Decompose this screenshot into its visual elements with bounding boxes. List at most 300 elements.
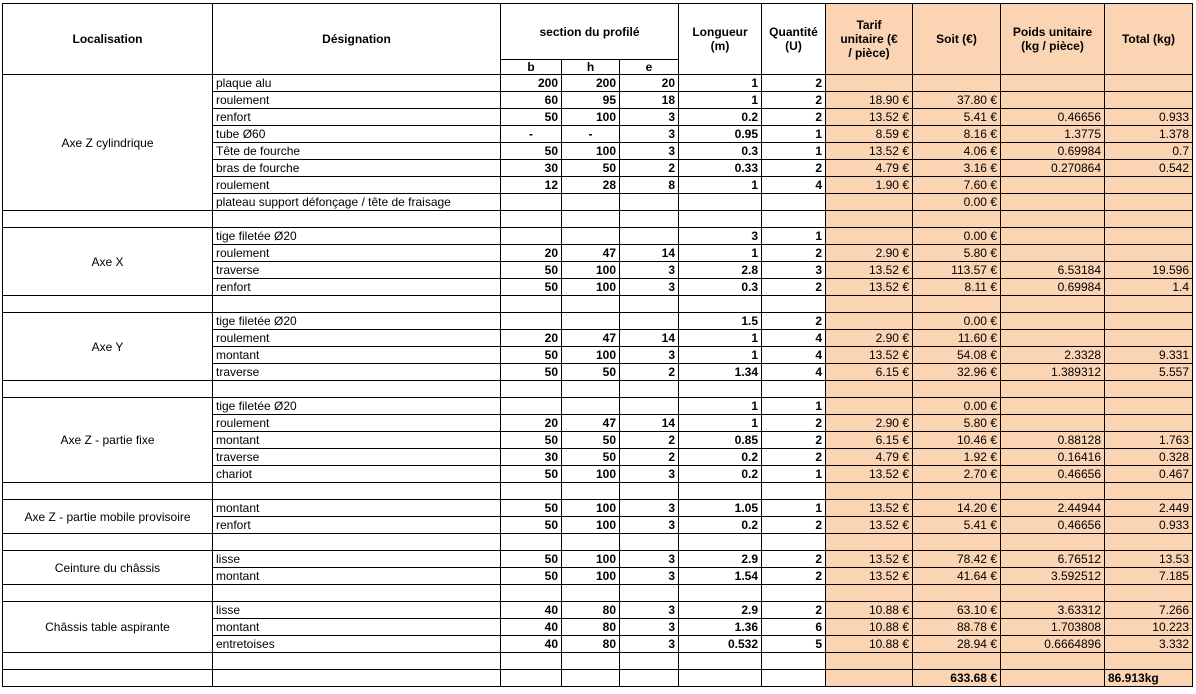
empty-cell (1001, 211, 1105, 228)
spacer-row (3, 296, 1193, 313)
length-cell: 1 (679, 415, 762, 432)
location-cell: Axe X (3, 228, 213, 296)
section-e-cell: 2 (620, 449, 679, 466)
designation-cell: montant (213, 619, 501, 636)
quantity-cell: 1 (762, 500, 826, 517)
section-h-cell: 80 (562, 619, 620, 636)
quantity-cell: 2 (762, 279, 826, 296)
section-e-cell (620, 194, 679, 211)
quantity-cell: 2 (762, 449, 826, 466)
empty-cell (679, 534, 762, 551)
price-cell: 1.92 € (913, 449, 1001, 466)
empty-cell (562, 211, 620, 228)
unit-price-cell: 13.52 € (826, 347, 913, 364)
empty-cell (3, 296, 213, 313)
total-weight-cell: 0.542 (1105, 160, 1193, 177)
location-cell: Axe Z cylindrique (3, 75, 213, 211)
section-b-cell: 30 (501, 449, 562, 466)
total-weight-cell: 3.332 (1105, 636, 1193, 653)
section-h-cell: 100 (562, 568, 620, 585)
header-sub-e: e (620, 60, 679, 75)
section-h-cell: 100 (562, 500, 620, 517)
grand-total-price: 633.68 € (913, 670, 1001, 687)
spacer-row (3, 534, 1193, 551)
empty-cell (762, 211, 826, 228)
empty-cell (913, 653, 1001, 670)
price-cell: 0.00 € (913, 194, 1001, 211)
location-cell: Châssis table aspirante (3, 602, 213, 653)
section-h-cell: 47 (562, 245, 620, 262)
length-cell: 3 (679, 228, 762, 245)
empty-cell (826, 653, 913, 670)
section-b-cell (501, 313, 562, 330)
price-cell: 4.06 € (913, 143, 1001, 160)
section-h-cell: 47 (562, 415, 620, 432)
total-weight-cell: 0.933 (1105, 517, 1193, 534)
quantity-cell: 4 (762, 347, 826, 364)
quantity-cell: 2 (762, 517, 826, 534)
quantity-cell: 1 (762, 466, 826, 483)
empty-cell (826, 483, 913, 500)
unit-weight-cell: 2.44944 (1001, 500, 1105, 517)
unit-price-cell: 13.52 € (826, 517, 913, 534)
section-e-cell: 3 (620, 262, 679, 279)
empty-cell (679, 381, 762, 398)
spacer-row (3, 653, 1193, 670)
unit-price-cell: 18.90 € (826, 92, 913, 109)
spacer-row (3, 585, 1193, 602)
unit-weight-cell: 0.46656 (1001, 109, 1105, 126)
empty-cell (762, 585, 826, 602)
spacer-row (3, 381, 1193, 398)
section-e-cell: 18 (620, 92, 679, 109)
designation-cell: tige filetée Ø20 (213, 313, 501, 330)
empty-cell (3, 653, 213, 670)
designation-cell: montant (213, 568, 501, 585)
section-b-cell: 50 (501, 109, 562, 126)
section-b-cell: 50 (501, 568, 562, 585)
unit-price-cell: 4.79 € (826, 160, 913, 177)
table-row (3, 602, 1193, 619)
section-h-cell: 50 (562, 160, 620, 177)
unit-weight-cell (1001, 245, 1105, 262)
section-e-cell: 3 (620, 551, 679, 568)
section-e-cell (620, 398, 679, 415)
unit-price-cell (826, 398, 913, 415)
designation-cell: lisse (213, 551, 501, 568)
header-row (3, 4, 1193, 60)
length-cell: 1 (679, 347, 762, 364)
quantity-cell: 3 (762, 262, 826, 279)
designation-cell: renfort (213, 109, 501, 126)
quantity-cell (762, 194, 826, 211)
section-h-cell: 28 (562, 177, 620, 194)
section-e-cell: 2 (620, 160, 679, 177)
unit-price-cell (826, 313, 913, 330)
designation-cell: roulement (213, 245, 501, 262)
unit-weight-cell (1001, 228, 1105, 245)
empty-cell (826, 381, 913, 398)
section-e-cell: 3 (620, 500, 679, 517)
unit-price-cell: 2.90 € (826, 415, 913, 432)
empty-cell (3, 534, 213, 551)
total-weight-cell: 1.378 (1105, 126, 1193, 143)
empty-cell (562, 483, 620, 500)
table-row (3, 75, 1193, 92)
unit-price-cell: 10.88 € (826, 619, 913, 636)
designation-cell: lisse (213, 602, 501, 619)
total-weight-cell (1105, 398, 1193, 415)
section-h-cell: 80 (562, 602, 620, 619)
empty-cell (620, 483, 679, 500)
section-h-cell: 95 (562, 92, 620, 109)
total-weight-cell: 1.4 (1105, 279, 1193, 296)
header-sub-b: b (501, 60, 562, 75)
total-weight-cell: 0.7 (1105, 143, 1193, 160)
unit-price-cell: 2.90 € (826, 330, 913, 347)
empty-cell (1105, 653, 1193, 670)
empty-cell (1001, 296, 1105, 313)
empty-cell (1001, 381, 1105, 398)
length-cell: 0.2 (679, 109, 762, 126)
section-b-cell: 50 (501, 262, 562, 279)
cost-weight-table (2, 3, 1193, 687)
section-h-cell: 47 (562, 330, 620, 347)
section-e-cell (620, 228, 679, 245)
section-e-cell: 3 (620, 517, 679, 534)
section-h-cell: 100 (562, 551, 620, 568)
section-h-cell (562, 228, 620, 245)
length-cell: 1 (679, 245, 762, 262)
length-cell: 1.05 (679, 500, 762, 517)
header-tarif: Tarif unitaire (€ / pièce) (826, 4, 913, 75)
unit-price-cell: 8.59 € (826, 126, 913, 143)
header-longueur: Longueur (m) (679, 4, 762, 75)
length-cell: 1 (679, 92, 762, 109)
empty-cell (213, 483, 501, 500)
empty-cell (562, 296, 620, 313)
unit-weight-cell (1001, 313, 1105, 330)
total-weight-cell: 13.53 (1105, 551, 1193, 568)
empty-cell (826, 585, 913, 602)
empty-cell (826, 670, 913, 687)
empty-cell (679, 483, 762, 500)
unit-price-cell: 13.52 € (826, 568, 913, 585)
section-b-cell: 50 (501, 432, 562, 449)
price-cell: 78.42 € (913, 551, 1001, 568)
empty-cell (3, 381, 213, 398)
table-row (3, 313, 1193, 330)
table-row (3, 551, 1193, 568)
length-cell: 2.9 (679, 602, 762, 619)
price-cell: 37.80 € (913, 92, 1001, 109)
unit-weight-cell: 6.53184 (1001, 262, 1105, 279)
total-weight-cell: 1.763 (1105, 432, 1193, 449)
empty-cell (501, 211, 562, 228)
unit-price-cell: 10.88 € (826, 636, 913, 653)
designation-cell: bras de fourche (213, 160, 501, 177)
section-e-cell: 3 (620, 347, 679, 364)
empty-cell (1105, 585, 1193, 602)
quantity-cell: 1 (762, 143, 826, 160)
section-b-cell: 50 (501, 466, 562, 483)
unit-weight-cell: 1.703808 (1001, 619, 1105, 636)
price-cell: 8.16 € (913, 126, 1001, 143)
spacer-row (3, 483, 1193, 500)
length-cell: 1.5 (679, 313, 762, 330)
empty-cell (1001, 670, 1105, 687)
empty-cell (1105, 381, 1193, 398)
unit-weight-cell (1001, 194, 1105, 211)
section-b-cell: 12 (501, 177, 562, 194)
unit-weight-cell: 0.16416 (1001, 449, 1105, 466)
empty-cell (3, 211, 213, 228)
quantity-cell: 2 (762, 109, 826, 126)
empty-cell (1105, 296, 1193, 313)
section-b-cell: 20 (501, 245, 562, 262)
designation-cell: roulement (213, 177, 501, 194)
price-cell: 113.57 € (913, 262, 1001, 279)
empty-cell (213, 585, 501, 602)
empty-cell (562, 670, 620, 687)
unit-weight-cell: 0.69984 (1001, 279, 1105, 296)
price-cell: 0.00 € (913, 313, 1001, 330)
price-cell: 14.20 € (913, 500, 1001, 517)
section-b-cell: - (501, 126, 562, 143)
unit-price-cell: 4.79 € (826, 449, 913, 466)
unit-price-cell (826, 228, 913, 245)
total-weight-cell: 0.467 (1105, 466, 1193, 483)
unit-price-cell: 10.88 € (826, 602, 913, 619)
empty-cell (3, 585, 213, 602)
empty-cell (679, 585, 762, 602)
empty-cell (826, 534, 913, 551)
section-h-cell: 100 (562, 262, 620, 279)
unit-weight-cell (1001, 415, 1105, 432)
length-cell: 1.34 (679, 364, 762, 381)
price-cell: 0.00 € (913, 398, 1001, 415)
empty-cell (501, 381, 562, 398)
empty-cell (1105, 483, 1193, 500)
unit-weight-cell: 0.6664896 (1001, 636, 1105, 653)
quantity-cell: 2 (762, 160, 826, 177)
empty-cell (501, 296, 562, 313)
price-cell (913, 75, 1001, 92)
section-b-cell: 20 (501, 330, 562, 347)
designation-cell: renfort (213, 279, 501, 296)
empty-cell (501, 483, 562, 500)
unit-price-cell: 1.90 € (826, 177, 913, 194)
quantity-cell: 2 (762, 602, 826, 619)
price-cell: 41.64 € (913, 568, 1001, 585)
header-sub-h: h (562, 60, 620, 75)
section-e-cell: 3 (620, 619, 679, 636)
designation-cell: renfort (213, 517, 501, 534)
empty-cell (620, 381, 679, 398)
empty-cell (1105, 211, 1193, 228)
empty-cell (826, 296, 913, 313)
unit-price-cell: 13.52 € (826, 500, 913, 517)
total-weight-cell: 7.185 (1105, 568, 1193, 585)
total-weight-cell (1105, 92, 1193, 109)
length-cell: 0.532 (679, 636, 762, 653)
quantity-cell: 5 (762, 636, 826, 653)
table-row (3, 228, 1193, 245)
total-weight-cell (1105, 75, 1193, 92)
unit-price-cell: 13.52 € (826, 262, 913, 279)
empty-cell (501, 534, 562, 551)
section-h-cell: 100 (562, 109, 620, 126)
designation-cell: montant (213, 347, 501, 364)
empty-cell (213, 670, 501, 687)
section-b-cell (501, 228, 562, 245)
section-h-cell (562, 194, 620, 211)
empty-cell (762, 483, 826, 500)
total-weight-cell: 0.328 (1105, 449, 1193, 466)
section-b-cell: 50 (501, 517, 562, 534)
empty-cell (213, 653, 501, 670)
location-cell: Axe Y (3, 313, 213, 381)
total-weight-cell (1105, 415, 1193, 432)
unit-price-cell: 13.52 € (826, 466, 913, 483)
length-cell: 1 (679, 398, 762, 415)
unit-weight-cell: 0.46656 (1001, 517, 1105, 534)
length-cell: 1 (679, 177, 762, 194)
header-quantite: Quantité (U) (762, 4, 826, 75)
designation-cell: traverse (213, 364, 501, 381)
grand-total-weight: 86.913kg (1105, 670, 1193, 687)
section-e-cell: 3 (620, 466, 679, 483)
empty-cell (213, 381, 501, 398)
section-b-cell: 60 (501, 92, 562, 109)
total-weight-cell (1105, 194, 1193, 211)
quantity-cell: 4 (762, 330, 826, 347)
empty-cell (213, 534, 501, 551)
section-e-cell: 3 (620, 636, 679, 653)
section-b-cell: 40 (501, 619, 562, 636)
price-cell: 63.10 € (913, 602, 1001, 619)
total-weight-cell (1105, 313, 1193, 330)
length-cell: 0.33 (679, 160, 762, 177)
unit-price-cell: 13.52 € (826, 143, 913, 160)
unit-price-cell: 13.52 € (826, 551, 913, 568)
header-localisation: Localisation (3, 4, 213, 75)
unit-weight-cell (1001, 177, 1105, 194)
empty-cell (679, 211, 762, 228)
empty-cell (620, 585, 679, 602)
quantity-cell: 6 (762, 619, 826, 636)
empty-cell (501, 670, 562, 687)
empty-cell (620, 211, 679, 228)
section-e-cell: 3 (620, 602, 679, 619)
unit-weight-cell: 6.76512 (1001, 551, 1105, 568)
section-e-cell: 3 (620, 109, 679, 126)
quantity-cell: 2 (762, 92, 826, 109)
section-b-cell (501, 194, 562, 211)
quantity-cell: 4 (762, 364, 826, 381)
total-weight-cell: 0.933 (1105, 109, 1193, 126)
unit-weight-cell (1001, 75, 1105, 92)
quantity-cell: 2 (762, 245, 826, 262)
section-b-cell: 50 (501, 279, 562, 296)
empty-cell (501, 653, 562, 670)
section-b-cell: 30 (501, 160, 562, 177)
empty-cell (620, 534, 679, 551)
unit-price-cell: 13.52 € (826, 279, 913, 296)
total-weight-cell: 19.596 (1105, 262, 1193, 279)
empty-cell (762, 534, 826, 551)
quantity-cell: 2 (762, 75, 826, 92)
section-e-cell: 3 (620, 143, 679, 160)
price-cell: 7.60 € (913, 177, 1001, 194)
length-cell: 1 (679, 330, 762, 347)
empty-cell (913, 534, 1001, 551)
section-b-cell: 200 (501, 75, 562, 92)
section-h-cell: 100 (562, 517, 620, 534)
length-cell: 1.36 (679, 619, 762, 636)
designation-cell: roulement (213, 92, 501, 109)
designation-cell: roulement (213, 415, 501, 432)
empty-cell (1001, 585, 1105, 602)
section-b-cell (501, 398, 562, 415)
empty-cell (620, 670, 679, 687)
unit-price-cell: 2.90 € (826, 245, 913, 262)
unit-price-cell (826, 194, 913, 211)
length-cell: 0.2 (679, 449, 762, 466)
length-cell: 2.8 (679, 262, 762, 279)
total-weight-cell: 9.331 (1105, 347, 1193, 364)
empty-cell (562, 585, 620, 602)
price-cell: 54.08 € (913, 347, 1001, 364)
empty-cell (762, 381, 826, 398)
price-cell: 3.16 € (913, 160, 1001, 177)
unit-weight-cell: 0.88128 (1001, 432, 1105, 449)
empty-cell (1001, 653, 1105, 670)
quantity-cell: 4 (762, 177, 826, 194)
empty-cell (1001, 534, 1105, 551)
total-weight-cell: 7.266 (1105, 602, 1193, 619)
section-h-cell: 100 (562, 347, 620, 364)
unit-weight-cell: 0.46656 (1001, 466, 1105, 483)
empty-cell (762, 296, 826, 313)
section-h-cell: 50 (562, 449, 620, 466)
header-section: section du profilé (501, 4, 679, 60)
unit-weight-cell (1001, 330, 1105, 347)
designation-cell: roulement (213, 330, 501, 347)
price-cell: 2.70 € (913, 466, 1001, 483)
section-h-cell: 100 (562, 143, 620, 160)
location-cell: Axe Z - partie fixe (3, 398, 213, 483)
designation-cell: Tête de fourche (213, 143, 501, 160)
section-b-cell: 50 (501, 347, 562, 364)
price-cell: 5.80 € (913, 415, 1001, 432)
total-weight-cell (1105, 245, 1193, 262)
empty-cell (562, 534, 620, 551)
length-cell: 0.85 (679, 432, 762, 449)
empty-cell (762, 653, 826, 670)
total-weight-cell (1105, 228, 1193, 245)
quantity-cell: 2 (762, 415, 826, 432)
header-total: Total (kg) (1105, 4, 1193, 75)
section-e-cell: 20 (620, 75, 679, 92)
length-cell: 0.3 (679, 279, 762, 296)
table-row (3, 398, 1193, 415)
location-cell: Axe Z - partie mobile provisoire (3, 500, 213, 534)
price-cell: 88.78 € (913, 619, 1001, 636)
empty-cell (620, 296, 679, 313)
section-h-cell (562, 398, 620, 415)
section-b-cell: 40 (501, 636, 562, 653)
